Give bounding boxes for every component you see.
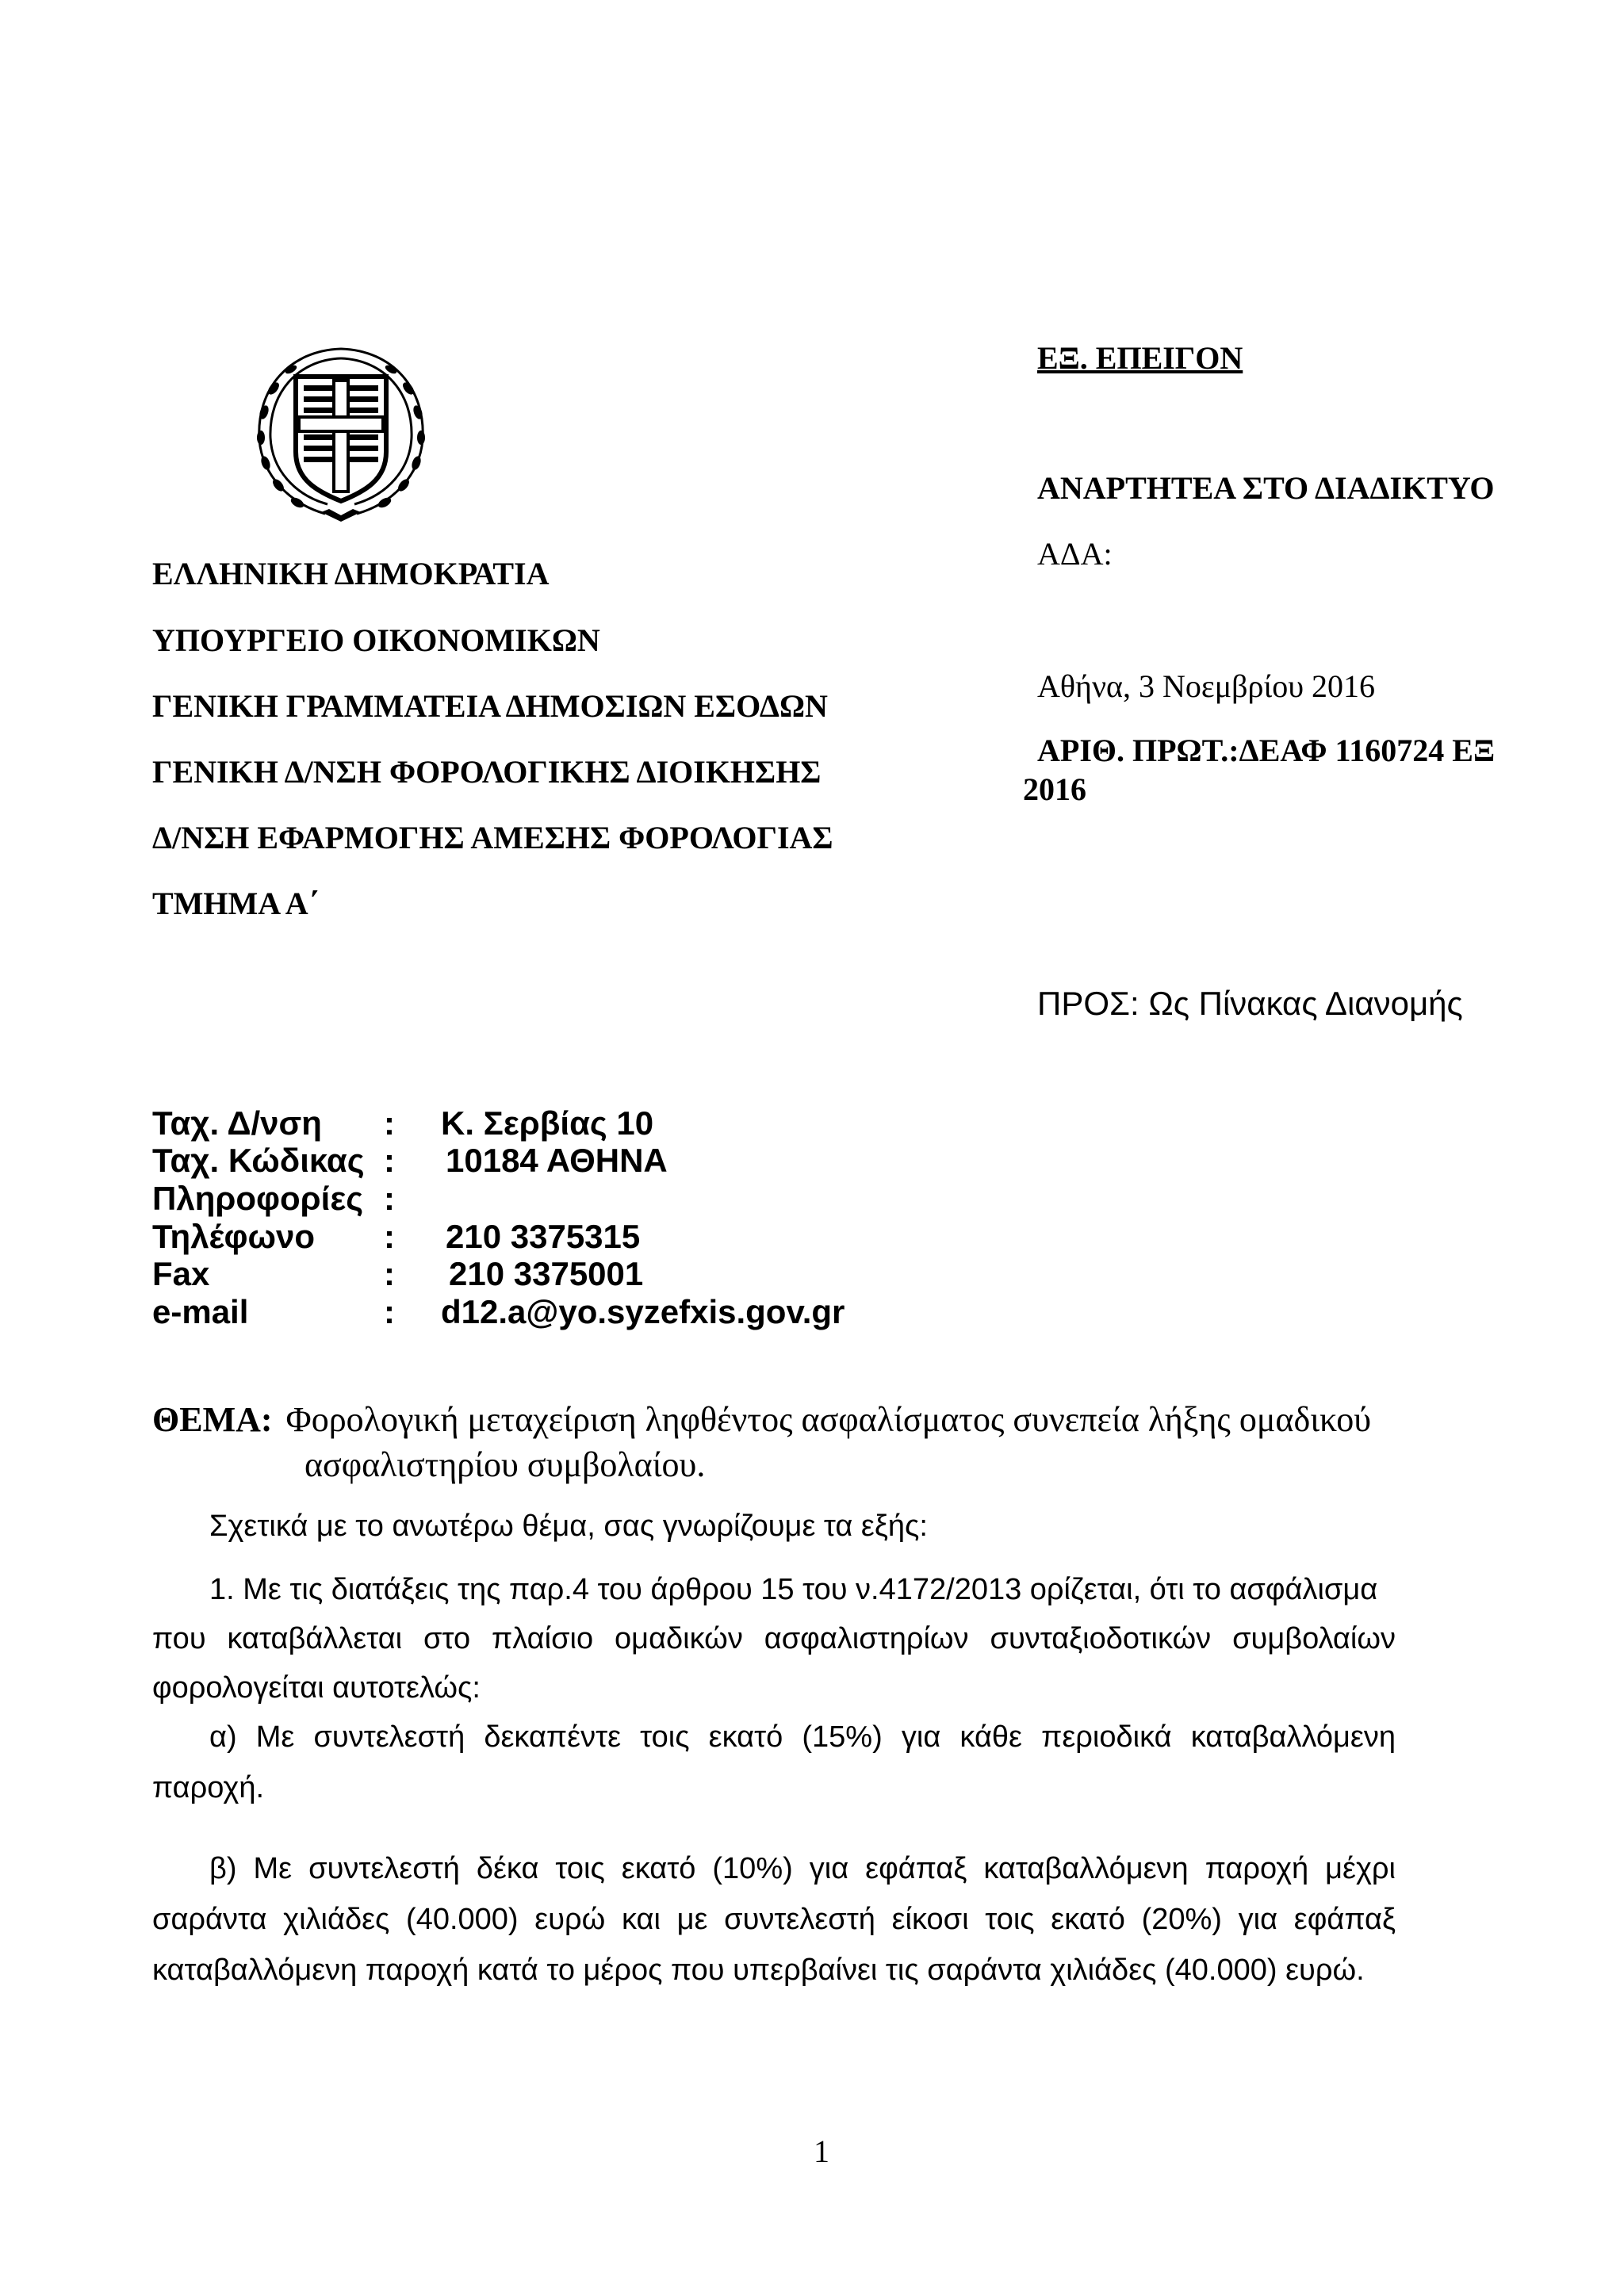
contact-separator: : — [384, 1180, 395, 1217]
protocol-number: ΑΡΙΘ. ΠΡΩΤ.:ΔΕΑΦ 1160724 ΕΞ — [1037, 733, 1496, 768]
authority-line-1: ΕΛΛΗΝΙΚΗ ΔΗΜΟΚΡΑΤΙΑ — [152, 556, 550, 591]
contact-label: Fax — [152, 1255, 210, 1292]
paragraph-1-line: φορολογείται αυτοτελώς: — [152, 1671, 481, 1705]
contact-label: Πληροφορίες — [152, 1180, 364, 1217]
intro-paragraph: Σχετικά με το ανωτέρω θέμα, σας γνωρίζουμε τα εξής: — [209, 1510, 928, 1543]
contact-separator: : — [384, 1255, 395, 1292]
contact-separator: : — [384, 1293, 395, 1330]
contact-value: Κ. Σερβίας 10 — [441, 1104, 654, 1142]
contact-separator: : — [384, 1218, 395, 1255]
authority-line-2: ΥΠΟΥΡΓΕΙΟ ΟΙΚΟΝΟΜΙΚΩΝ — [152, 622, 600, 658]
authority-line-6: ΤΜΗΜΑ Α΄ — [152, 886, 319, 921]
paragraph-1-line: που καταβάλλεται στο πλαίσιο ομαδικών ασφαλιστηρίων συνταξιοδοτικών συμβολαίων — [152, 1622, 1396, 1655]
item-b-line: καταβαλλόμενη παροχή κατά το μέρος που υπερβαίνει τις σαράντα χιλιάδες (40.000) ευρώ. — [152, 1954, 1365, 1987]
recipient-line: ΠΡΟΣ: Ως Πίνακας Διανομής — [1037, 985, 1463, 1022]
contact-value: d12.a@yo.syzefxis.gov.gr — [441, 1293, 845, 1330]
contact-separator: : — [384, 1142, 395, 1179]
urgent-label: ΕΞ. ΕΠΕΙΓΟΝ — [1037, 340, 1243, 376]
contact-value: 210 3375001 — [449, 1255, 644, 1292]
authority-line-3: ΓΕΝΙΚΗ ΓΡΑΜΜΑΤΕΙΑ ΔΗΜΟΣΙΩΝ ΕΣΟΔΩΝ — [152, 688, 828, 724]
item-b-line: β) Με συντελεστή δέκα τοις εκατό (10%) για εφάπαξ καταβαλλόμενη παροχή μέχρι — [209, 1852, 1396, 1885]
protocol-year: 2016 — [1023, 771, 1086, 807]
item-b-line: σαράντα χιλιάδες (40.000) ευρώ και με συντελεστή είκοσι τοις εκατό (20%) για εφάπαξ — [152, 1903, 1396, 1936]
contact-label: Ταχ. Κώδικας — [152, 1142, 365, 1179]
subject-text: Φορολογική μεταχείριση ληφθέντος ασφαλίσματος συνεπεία λήξης ομαδικού — [285, 1400, 1372, 1439]
subject-label: ΘΕΜΑ: — [152, 1400, 273, 1439]
subject-line — [152, 1399, 1371, 1440]
contact-label: e-mail — [152, 1293, 249, 1330]
paragraph-1-line: 1. Με τις διατάξεις της παρ.4 του άρθρου 15 του ν.4172/2013 ορίζεται, ότι το ασφάλισμα — [209, 1573, 1378, 1606]
contact-label: Τηλέφωνο — [152, 1218, 316, 1255]
document-date: Αθήνα, 3 Νοεμβρίου 2016 — [1037, 668, 1376, 704]
post-online-label: ΑΝΑΡΤΗΤΕΑ ΣΤΟ ΔΙΑΔΙΚΤΥΟ — [1037, 470, 1495, 506]
subject-text-continued: ασφαλιστηρίου συμβολαίου. — [304, 1445, 706, 1484]
authority-line-5: Δ/ΝΣΗ ΕΦΑΡΜΟΓΗΣ ΑΜΕΣΗΣ ΦΟΡΟΛΟΓΙΑΣ — [152, 820, 833, 855]
page-number: 1 — [814, 2133, 829, 2169]
contact-separator: : — [384, 1104, 395, 1142]
contact-value: 10184 ΑΘΗΝΑ — [446, 1142, 668, 1179]
greek-coat-of-arms-icon — [242, 333, 440, 531]
item-a-line: α) Με συντελεστή δεκαπέντε τοις εκατό (15%) για κάθε περιοδικά καταβαλλόμενη — [209, 1720, 1396, 1754]
contact-label: Ταχ. Δ/νση — [152, 1104, 322, 1142]
item-a-line: παροχή. — [152, 1771, 265, 1804]
ada-label: ΑΔΑ: — [1037, 536, 1113, 572]
contact-value: 210 3375315 — [446, 1218, 641, 1255]
authority-line-4: ΓΕΝΙΚΗ Δ/ΝΣΗ ΦΟΡΟΛΟΓΙΚΗΣ ΔΙΟΙΚΗΣΗΣ — [152, 754, 822, 790]
